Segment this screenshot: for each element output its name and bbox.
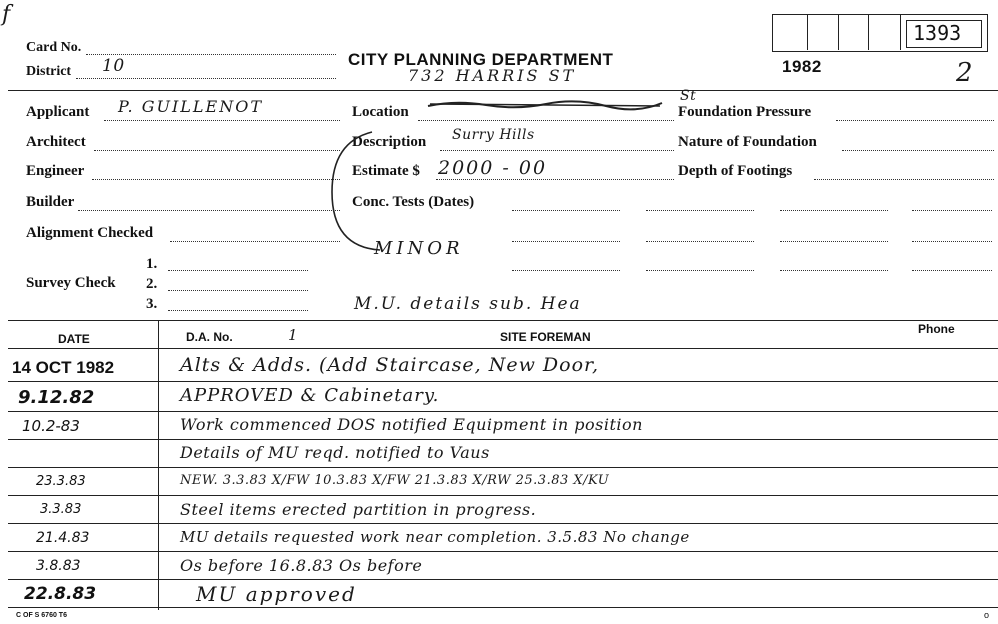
description-value: Surry Hills	[452, 127, 535, 143]
depth-of-footings-label: Depth of Footings	[678, 163, 793, 179]
row-text: MU approved	[196, 582, 357, 606]
estimate-label: Estimate $	[352, 163, 420, 179]
row-date: 14 OCT 1982	[12, 358, 115, 377]
architect-label: Architect	[26, 134, 86, 150]
row-text: Steel items erected partition in progress.	[180, 500, 537, 519]
nature-of-foundation-label: Nature of Foundation	[678, 134, 817, 150]
district-label: District	[26, 64, 72, 79]
card-no-label: Card No.	[26, 40, 82, 55]
builder-label: Builder	[26, 194, 75, 210]
form-code: C OF S 6760 T6	[16, 612, 67, 619]
corner-note: 2	[956, 58, 974, 88]
conc-tests-label: Conc. Tests (Dates)	[352, 194, 475, 210]
mu-note: M.U. details sub. Hea	[354, 294, 582, 314]
da-header: D.A. No.	[186, 330, 233, 344]
address: 732 HARRIS ST	[408, 66, 577, 85]
page-title: CITY PLANNING DEPARTMENT	[348, 50, 614, 69]
description-label: Description	[352, 134, 427, 150]
footer-corner-mark: o	[984, 610, 990, 620]
row-date: 21.4.83	[36, 530, 90, 546]
card-number: 1393	[913, 21, 962, 45]
engineer-label: Engineer	[26, 163, 85, 179]
row-text: APPROVED & Cabinetary.	[180, 385, 440, 406]
district-value: 10	[102, 56, 125, 76]
estimate-value: 2000 - 00	[438, 157, 548, 179]
row-date: 10.2-83	[22, 417, 80, 435]
phone-header: Phone	[918, 322, 955, 336]
row-date: 9.12.82	[18, 387, 95, 408]
row-text: Details of MU reqd. notified to Vaus	[180, 443, 490, 462]
top-corner-mark: f	[2, 2, 11, 27]
row-text: Alts & Adds. (Add Staircase, New Door,	[180, 354, 600, 376]
foundation-pressure-label: Foundation Pressure	[678, 104, 812, 120]
row-date: 23.3.83	[36, 474, 86, 489]
applicant-label: Applicant	[26, 104, 90, 120]
row-text: MU details requested work near completion. 3.5.83 No change	[180, 528, 690, 546]
location-label: Location	[352, 104, 409, 120]
date-header: DATE	[58, 332, 90, 346]
da-value: 1	[288, 326, 299, 344]
struck-location-text	[426, 98, 664, 110]
site-foreman-header: SITE FOREMAN	[500, 330, 591, 344]
year: 1982	[782, 57, 822, 76]
row-text: NEW. 3.3.83 X/FW 10.3.83 X/FW 21.3.83 X/RW 25.3.83 X/KU	[180, 473, 610, 488]
row-date: 3.8.83	[36, 558, 81, 574]
location-value: St	[680, 88, 697, 104]
alignment-label: Alignment Checked	[26, 225, 154, 241]
row-text: Work commenced DOS notified Equipment in position	[180, 415, 643, 434]
date-column-divider	[158, 320, 159, 610]
row-date: 22.8.83	[24, 584, 97, 604]
table-top-border	[8, 320, 998, 321]
survey-1-label: 1.	[146, 256, 158, 272]
row-date: 3.3.83	[40, 502, 82, 517]
applicant-value: P. GUILLENOT	[118, 97, 263, 116]
minor-note: MINOR	[374, 238, 464, 259]
survey-2-label: 2.	[146, 276, 158, 292]
survey-check-label: Survey Check	[26, 275, 116, 291]
row-text: Os before 16.8.83 Os before	[180, 556, 423, 575]
survey-3-label: 3.	[146, 296, 158, 312]
